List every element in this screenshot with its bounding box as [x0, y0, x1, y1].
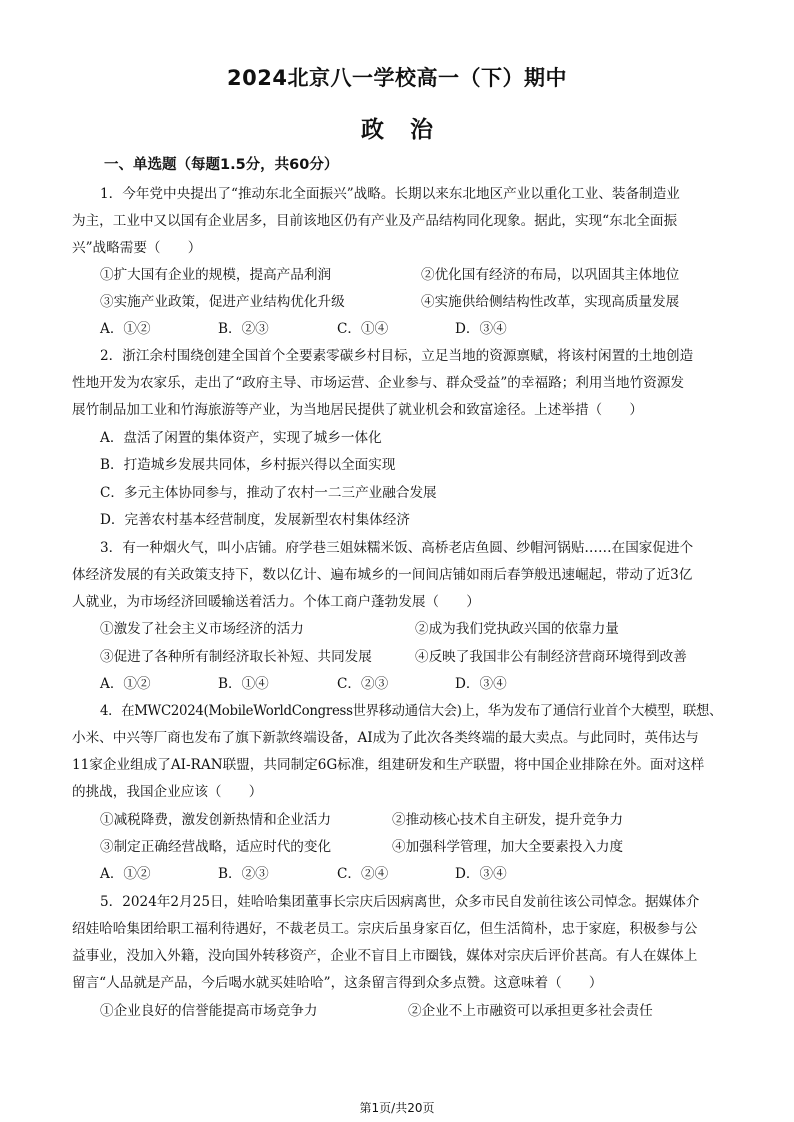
subject-title: 政治	[361, 117, 459, 143]
answer-choice-c: C．②③	[337, 676, 389, 692]
statement-option: ②企业不上市融资可以承担更多社会责任	[408, 1003, 653, 1019]
question-stem-line: 2．浙江余村围绕创建全国首个全要素零碳乡村目标，立足当地的资源禀赋，将该村闲置的土地创造	[100, 348, 694, 364]
statement-option: ③实施产业政策，促进产业结构优化升级	[100, 294, 345, 310]
question-stem-line: 3．有一种烟火气，叫小店铺。府学巷三姐妹糯米饭、高桥老店鱼圆、纱帽河锅贴……在国家促进个	[100, 540, 694, 556]
answer-choice-d: D．③④	[455, 676, 507, 692]
question-stem-line: 留言“人品就是产品，今后喝水就买娃哈哈”，这条留言得到众多点赞。这意味着（ ）	[72, 975, 603, 991]
statement-option: ①减税降费，激发创新热情和企业活力	[100, 812, 332, 828]
question-stem-line: 的挑战，我国企业应该（ ）	[72, 784, 263, 800]
statement-option: ④反映了我国非公有制经济营商环境得到改善	[415, 649, 687, 665]
statement-option: ①企业良好的信誉能提高市场竞争力	[100, 1003, 318, 1019]
statement-option: ②成为我们党执政兴国的依靠力量	[415, 621, 619, 637]
statement-option: ④加强科学管理，加大全要素投入力度	[392, 839, 624, 855]
question-stem-line: 益事业，没加入外籍，没向国外转移资产，企业不盲目上市圈钱，媒体对宗庆后评价甚高。有人在媒体上	[72, 948, 698, 964]
statement-option: ②推动核心技术自主研发，提升竞争力	[392, 812, 624, 828]
statement-option: ④实施供给侧结构性改革，实现高质量发展	[421, 294, 680, 310]
answer-choice-a: A．①②	[100, 676, 151, 692]
question-stem-line: 1．今年党中央提出了“推动东北全面振兴”战略。长期以来东北地区产业以重化工业、装备制造业	[100, 186, 680, 202]
statement-option: ①扩大国有企业的规模，提高产品利润	[100, 267, 332, 283]
answer-choices	[0, 865, 794, 883]
statement-option: ①激发了社会主义市场经济的活力	[100, 621, 304, 637]
answer-choice-c: C．②④	[337, 866, 389, 882]
page-title: 2024北京八一学校高一（下）期中	[227, 66, 567, 90]
answer-choice-b: B．②③	[218, 321, 269, 337]
question-stem-line: 性地开发为农家乐，走出了“政府主导、市场运营、企业参与、群众受益”的幸福路；利用当地竹资源发	[72, 375, 685, 391]
answer-choice-b: B．②③	[218, 866, 269, 882]
question-stem-line: 小米、中兴等厂商也发布了旗下新款终端设备，AI成为了此次各类终端的最大卖点。与此同时，英伟达与	[72, 730, 699, 746]
answer-choice-a: A．①②	[100, 866, 151, 882]
answer-choice-c: C．多元主体协同参与，推动了农村一二三产业融合发展	[100, 485, 437, 501]
answer-choice-d: D．③④	[455, 321, 507, 337]
question-stem-line: 体经济发展的有关政策支持下，数以亿计、遍布城乡的一间间店铺如雨后春笋般迅速崛起，带动了近3亿	[72, 567, 693, 583]
question-stem-line: 人就业，为市场经济回暖输送着活力。个体工商户蓬勃发展（ ）	[72, 594, 480, 610]
answer-choice-c: C．①④	[337, 321, 389, 337]
answer-choice-d: D．③④	[455, 866, 507, 882]
statement-option: ③促进了各种所有制经济取长补短、共同发展	[100, 649, 372, 665]
question-stem-line: 为主，工业中又以国有企业居多，目前该地区仍有产业及产品结构同化现象。据此，实现“东北全面振	[72, 213, 678, 229]
question-stem-line: 5．2024年2月25日，娃哈哈集团董事长宗庆后因病离世，众多市民自发前往该公司悼念。据媒体介	[100, 894, 700, 910]
answer-choice-b: B．①④	[218, 676, 269, 692]
question-stem-line: 11家企业组成了AI-RAN联盟，共同制定6G标准，组建研发和生产联盟，将中国企业排除在外。面对这样	[72, 757, 705, 773]
section-heading: 一、单选题（每题1.5分，共60分）	[104, 157, 339, 173]
question-stem-line: 兴”战略需要（ ）	[72, 240, 202, 256]
statement-option: ②优化国有经济的布局，以巩固其主体地位	[421, 267, 680, 283]
question-stem-line: 绍娃哈哈集团给职工福利待遇好，不裁老员工。宗庆后虽身家百亿，但生活简朴，忠于家庭，积极参与公	[72, 921, 698, 937]
question-stem-line: 4．在MWC2024(MobileWorldCongress世界移动通信大会)上，华为发布了通信行业首个大模型，联想、	[100, 703, 723, 719]
answer-choice-a: A．①②	[100, 321, 151, 337]
statement-option: ③制定正确经营战略，适应时代的变化	[100, 839, 332, 855]
question-stem-line: 展竹制品加工业和竹海旅游等产业，为当地居民提供了就业机会和致富途径。上述举措（ ）	[72, 402, 643, 418]
page-number: 第1页/共20页	[359, 1101, 435, 1115]
answer-choices	[0, 675, 794, 693]
answer-choices	[0, 320, 794, 338]
answer-choice-b: B．打造城乡发展共同体，乡村振兴得以全面实现	[100, 457, 396, 473]
answer-choice-a: A．盘活了闲置的集体资产，实现了城乡一体化	[100, 430, 382, 446]
answer-choice-d: D．完善农村基本经营制度，发展新型农村集体经济	[100, 512, 410, 528]
